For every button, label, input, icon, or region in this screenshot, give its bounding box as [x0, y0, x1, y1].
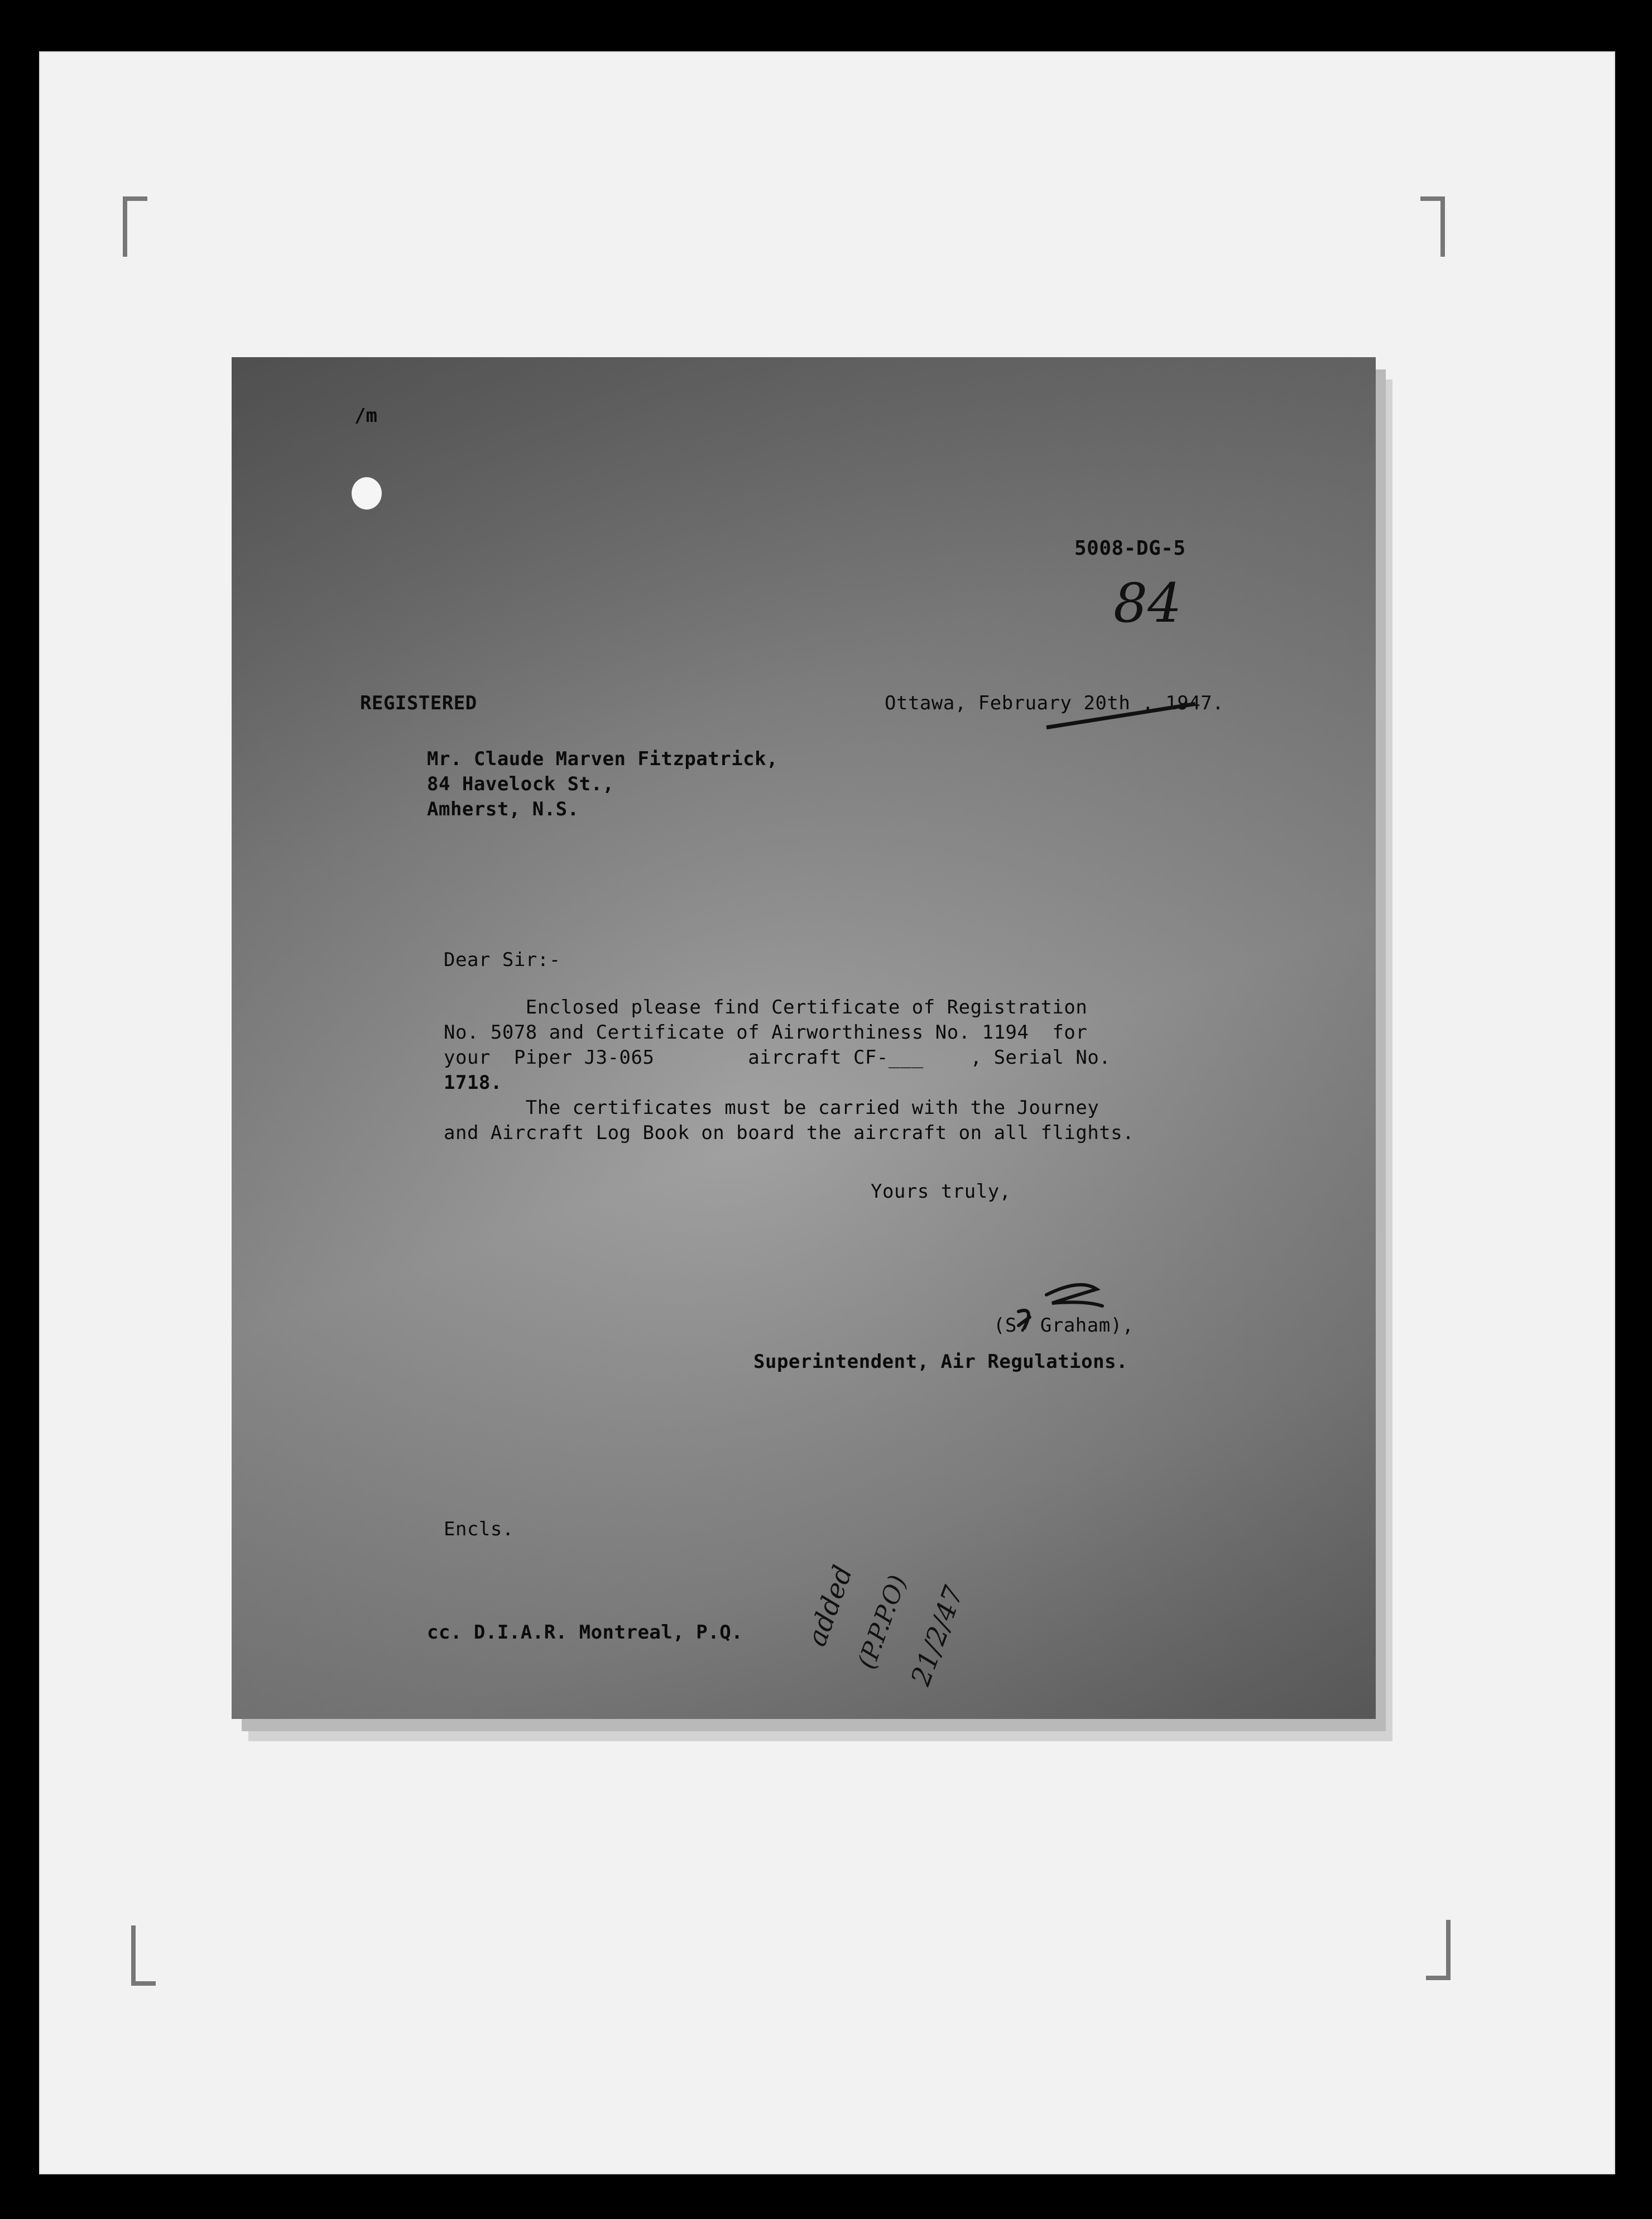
file-number: 5008-DG-5 [1074, 537, 1186, 560]
enclosures: Encls. [444, 1518, 514, 1540]
body-line: and Aircraft Log Book on board the aircraft on all flights. [444, 1122, 1135, 1144]
initial-mark: /m [354, 405, 377, 427]
corner-mark-bottom-right [1426, 1920, 1451, 1980]
corner-mark-bottom-left [131, 1925, 156, 1986]
addressee-name: Mr. Claude Marven Fitzpatrick, [427, 748, 779, 770]
addressee-street: 84 Havelock St., [427, 773, 614, 795]
handwritten-note [801, 1561, 979, 1705]
corner-mark-top-left [123, 196, 147, 257]
corner-mark-top-right [1420, 196, 1445, 257]
registered-label: REGISTERED [360, 692, 477, 714]
addressee-city: Amherst, N.S. [427, 798, 579, 820]
letter-page [232, 357, 1376, 1719]
body-line: your Piper J3-065 aircraft CF-___ , Serial No. [444, 1046, 1111, 1069]
carbon-copy: cc. D.I.A.R. Montreal, P.Q. [427, 1621, 743, 1644]
handwritten-note-line: added [801, 1561, 859, 1651]
punch-hole [352, 477, 382, 510]
handwritten-note-line: (P.P.P.O) [852, 1571, 913, 1673]
body-line: 1718. [444, 1072, 502, 1094]
signature-name: (S. Graham), [993, 1314, 1134, 1337]
signature-title: Superintendent, Air Regulations. [753, 1351, 1128, 1373]
dateline: Ottawa, February 20th , 1947. [885, 692, 1224, 714]
handwritten-note-line: 21/2/47 [905, 1582, 970, 1690]
body-line: The certificates must be carried with the Journey [444, 1097, 1099, 1119]
closing: Yours truly, [871, 1180, 1011, 1203]
body-line: Enclosed please find Certificate of Registration [444, 996, 1088, 1019]
body-line: No. 5078 and Certificate of Airworthiness No. 1194 for [444, 1021, 1088, 1044]
handwritten-folio: 84 [1113, 572, 1182, 635]
salutation: Dear Sir:- [444, 949, 561, 971]
